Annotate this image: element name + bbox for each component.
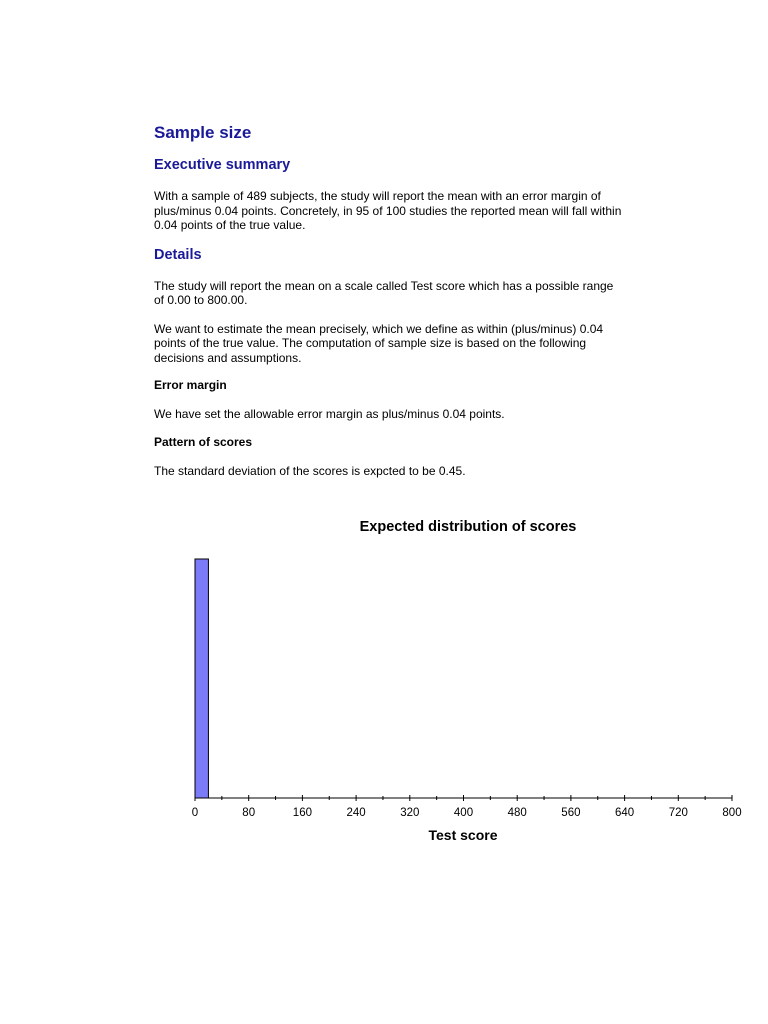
- executive-summary-text: With a sample of 489 subjects, the study will report the mean with an error margin of plus/minus 0.04 points. Concretely, in 95 of 100 studies the reported mean will fall within 0.04 points of the true value.: [154, 189, 622, 232]
- x-tick-label-720: 720: [668, 807, 688, 819]
- executive-summary-heading: Executive summary: [154, 157, 291, 173]
- x-tick-label-80: 80: [242, 807, 256, 819]
- report: [154, 122, 624, 478]
- distribution-chart-svg: [150, 505, 760, 850]
- x-tick-label-800: 800: [722, 807, 742, 819]
- pattern-of-scores-heading: Pattern of scores: [154, 434, 253, 449]
- x-tick-label-240: 240: [346, 807, 366, 819]
- details-heading: Details: [154, 246, 202, 263]
- details-paragraph-1: The study will report the mean on a scale called Test score which has a possible range of 0.00 to 800.00.: [154, 278, 614, 307]
- distribution-chart: [150, 505, 760, 850]
- pattern-of-scores-text: The standard deviation of the scores is expcted to be 0.45.: [154, 463, 466, 478]
- x-tick-label-0: 0: [191, 807, 199, 819]
- x-axis-ticks: [195, 795, 732, 801]
- error-margin-heading: Error margin: [154, 378, 227, 392]
- chart-bars: [195, 559, 208, 798]
- chart-title: Expected distribution of scores: [359, 519, 577, 535]
- x-axis-tick-labels: [192, 807, 742, 819]
- x-tick-label-160: 160: [292, 807, 312, 819]
- x-tick-label-640: 640: [615, 807, 635, 819]
- x-tick-label-400: 400: [453, 807, 474, 819]
- histogram-bar-0: [195, 559, 208, 798]
- x-tick-label-560: 560: [561, 807, 581, 819]
- report-title: Sample size: [154, 123, 252, 142]
- x-tick-label-320: 320: [400, 807, 420, 819]
- error-margin-text: We have set the allowable error margin as plus/minus 0.04 points.: [154, 407, 505, 421]
- x-tick-label-480: 480: [507, 807, 527, 819]
- details-paragraph-2: We want to estimate the mean precisely, which we define as within (plus/minus) 0.04 points of the true value. The computation of sample size is based on the following decisions and assumptions.: [154, 321, 604, 365]
- x-axis-title: Test score: [428, 827, 498, 843]
